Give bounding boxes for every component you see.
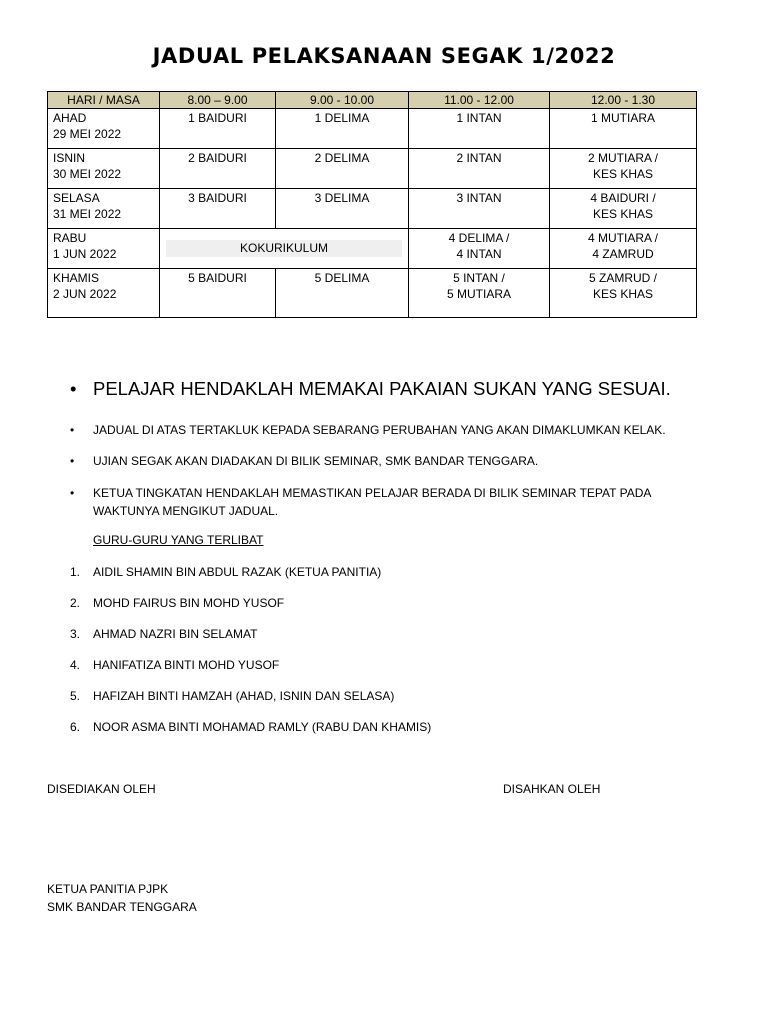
slot-cell: 1 DELIMA xyxy=(276,109,409,149)
teacher-name: MOHD FAIRUS BIN MOHD YUSOF xyxy=(93,596,285,610)
slot-line: 4 DELIMA / xyxy=(448,231,510,245)
day-name: RABU xyxy=(53,231,87,245)
bullet-icon: • xyxy=(70,454,75,468)
slot-cell xyxy=(550,149,697,189)
day-name: AHAD xyxy=(53,111,87,125)
slot-line: KES KHAS xyxy=(592,167,654,181)
header-slot-3: 11.00 - 12.00 xyxy=(409,92,550,109)
list-item-text: JADUAL DI ATAS TERTAKLUK KEPADA SEBARANG PERUBAHAN YANG AKAN DIMAKLUMKAN KELAK. xyxy=(93,423,666,437)
item-number: 2. xyxy=(70,596,81,610)
table-row xyxy=(48,229,697,269)
teacher-item xyxy=(70,658,279,672)
day-date: 29 MEI 2022 xyxy=(53,127,122,141)
item-number: 6. xyxy=(70,720,81,734)
table-row xyxy=(48,149,697,189)
slot-line: 5 MUTIARA xyxy=(446,287,511,301)
teacher-name: HAFIZAH BINTI HAMZAH (AHAD, ISNIN DAN SELASA) xyxy=(93,689,395,703)
slot-cell: 3 BAIDURI xyxy=(160,189,276,229)
slot-line: 2 MUTIARA / xyxy=(587,151,658,165)
teacher-item xyxy=(70,627,257,641)
signatory-position: KETUA PANITIA PJPK xyxy=(47,882,169,896)
day-cell xyxy=(48,189,160,229)
notice-item xyxy=(70,378,671,400)
table-row xyxy=(48,269,697,318)
bullet-icon: • xyxy=(70,423,75,437)
day-date: 1 JUN 2022 xyxy=(53,247,117,261)
teacher-item xyxy=(70,596,284,610)
slot-cell xyxy=(550,189,697,229)
list-item xyxy=(70,484,720,520)
slot-cell: 3 INTAN xyxy=(409,189,550,229)
slot-line: 4 MUTIARA / xyxy=(587,231,658,245)
slot-line: 4 BAIDURI / xyxy=(590,191,656,205)
slot-line: KES KHAS xyxy=(592,287,654,301)
slot-cell: 2 BAIDURI xyxy=(160,149,276,189)
day-name: KHAMIS xyxy=(53,271,100,285)
day-cell xyxy=(48,269,160,318)
slot-cell: 5 BAIDURI xyxy=(160,269,276,318)
list-item xyxy=(70,421,720,439)
header-slot-2: 9.00 - 10.00 xyxy=(276,92,409,109)
teacher-item xyxy=(70,565,381,579)
day-cell xyxy=(48,109,160,149)
teacher-item xyxy=(70,720,431,734)
schedule-table xyxy=(47,91,697,318)
bullet-icon: • xyxy=(70,486,75,500)
day-cell xyxy=(48,149,160,189)
slot-cell: 3 DELIMA xyxy=(276,189,409,229)
slot-cell: 5 DELIMA xyxy=(276,269,409,318)
item-number: 5. xyxy=(70,689,81,703)
slot-line: 5 ZAMRUD / xyxy=(588,271,657,285)
teacher-name: AIDIL SHAMIN BIN ABDUL RAZAK (KETUA PANITIA) xyxy=(93,565,382,579)
slot-line: 4 INTAN xyxy=(456,247,502,261)
prepared-by-label: DISEDIAKAN OLEH xyxy=(47,782,156,796)
slot-line: KES KHAS xyxy=(592,207,654,221)
header-day-time: HARI / MASA xyxy=(48,92,160,109)
document-title: JADUAL PELAKSANAAN SEGAK 1/2022 xyxy=(152,44,616,68)
slot-line: 5 INTAN / xyxy=(453,271,505,285)
slot-cell xyxy=(550,269,697,318)
slot-cell xyxy=(409,229,550,269)
teachers-heading: GURU-GURU YANG TERLIBAT xyxy=(93,533,264,547)
teacher-item xyxy=(70,689,394,703)
table-row xyxy=(48,189,697,229)
kokurikulum-cell xyxy=(160,229,409,269)
list-item-text: KETUA TINGKATAN HENDAKLAH MEMASTIKAN PELAJAR BERADA DI BILIK SEMINAR TEPAT PADA WAKTUNYA MENGIKUT JADUAL. xyxy=(93,486,651,518)
slot-cell xyxy=(409,269,550,318)
item-number: 3. xyxy=(70,627,81,641)
slot-cell: 1 BAIDURI xyxy=(160,109,276,149)
day-date: 30 MEI 2022 xyxy=(53,167,122,181)
day-name: SELASA xyxy=(53,191,100,205)
item-number: 1. xyxy=(70,565,81,579)
notice-text: PELAJAR HENDAKLAH MEMAKAI PAKAIAN SUKAN YANG SESUAI. xyxy=(93,378,671,399)
list-item-text: UJIAN SEGAK AKAN DIADAKAN DI BILIK SEMINAR, SMK BANDAR TENGGARA. xyxy=(93,454,539,468)
slot-line: 4 ZAMRUD xyxy=(592,247,654,261)
teacher-name: AHMAD NAZRI BIN SELAMAT xyxy=(93,627,258,641)
slot-cell: 2 DELIMA xyxy=(276,149,409,189)
list-item xyxy=(70,452,720,470)
slot-cell: 1 MUTIARA xyxy=(550,109,697,149)
kokurikulum-label: KOKURIKULUM xyxy=(166,240,402,257)
slot-cell: 2 INTAN xyxy=(409,149,550,189)
bullet-icon: • xyxy=(70,378,77,399)
day-date: 31 MEI 2022 xyxy=(53,207,122,221)
slot-cell: 1 INTAN xyxy=(409,109,550,149)
header-slot-4: 12.00 - 1.30 xyxy=(550,92,697,109)
table-row xyxy=(48,109,697,149)
teacher-name: NOOR ASMA BINTI MOHAMAD RAMLY (RABU DAN KHAMIS) xyxy=(93,720,432,734)
table-header-row xyxy=(48,92,697,109)
header-slot-1: 8.00 – 9.00 xyxy=(160,92,276,109)
item-number: 4. xyxy=(70,658,81,672)
day-cell xyxy=(48,229,160,269)
teacher-name: HANIFATIZA BINTI MOHD YUSOF xyxy=(93,658,280,672)
approved-by-label: DISAHKAN OLEH xyxy=(503,782,601,796)
signatory-school: SMK BANDAR TENGGARA xyxy=(47,900,197,914)
day-name: ISNIN xyxy=(53,151,86,165)
day-date: 2 JUN 2022 xyxy=(53,287,117,301)
slot-cell xyxy=(550,229,697,269)
